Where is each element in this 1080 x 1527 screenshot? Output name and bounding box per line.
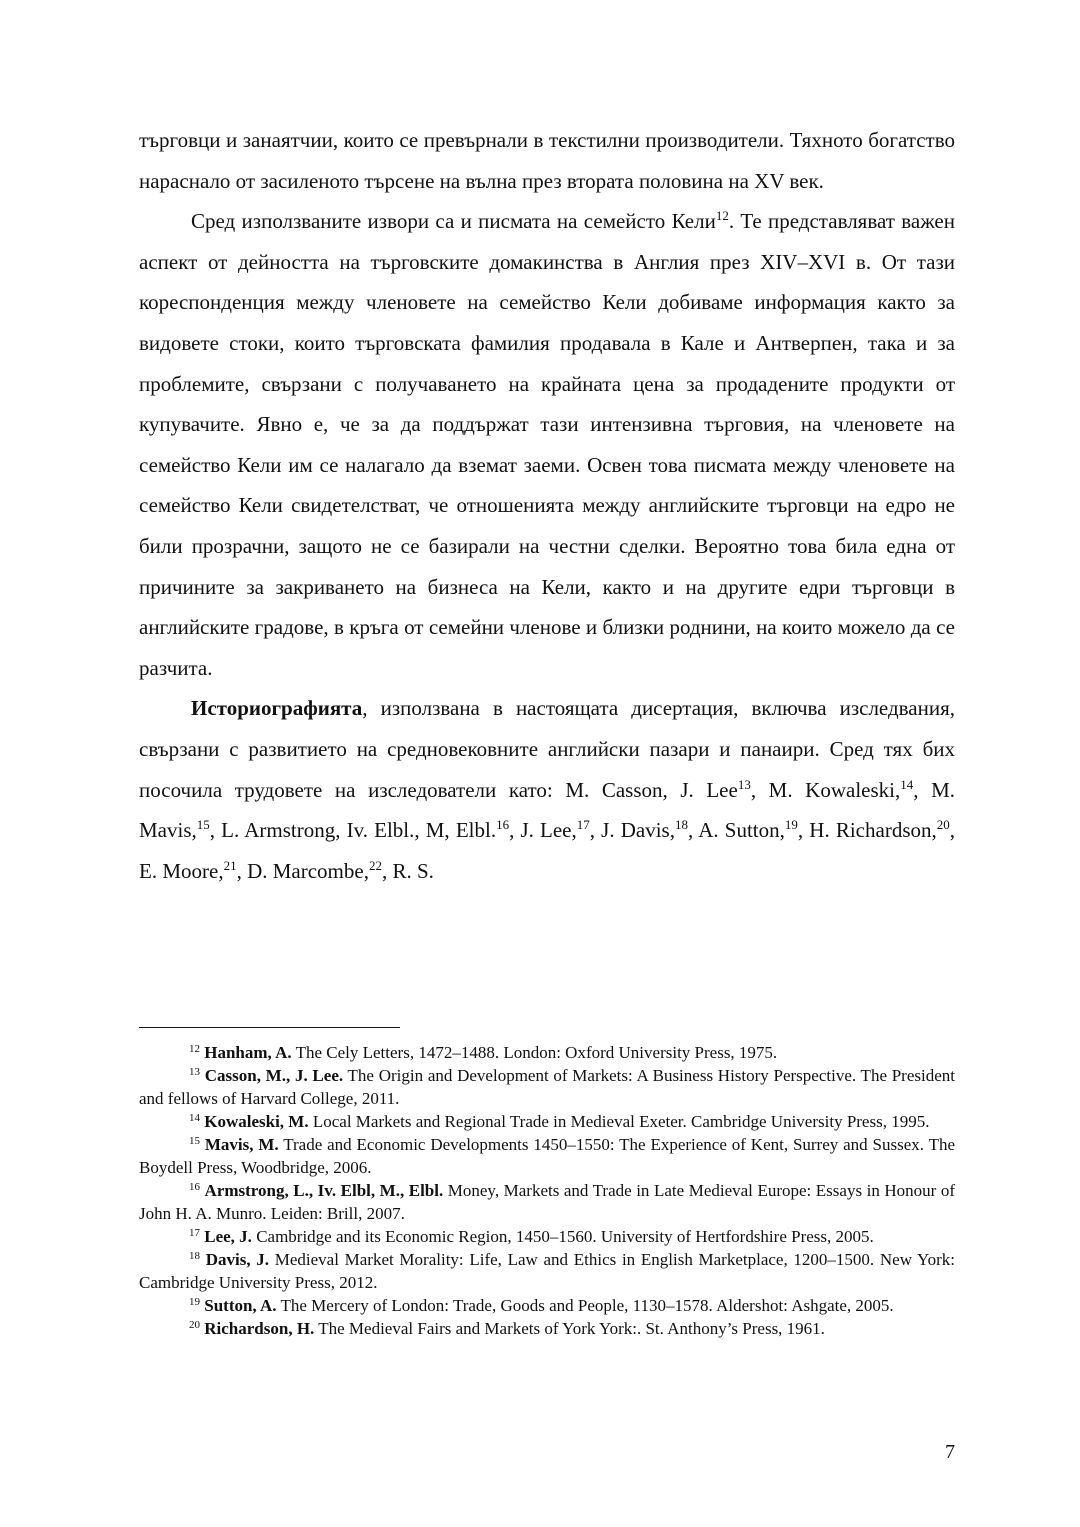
footnote-number: 19 bbox=[189, 1296, 200, 1308]
paragraph-3-seg-7: , A. Sutton, bbox=[687, 818, 785, 843]
footnote-number: 14 bbox=[189, 1112, 200, 1124]
footnote-text: Trade and Economic Developments 1450–1550: The Experience of Kent, Surrey and Sussex. The Boydell Press, Woodbridge, 2006. bbox=[139, 1135, 956, 1177]
paragraph-2-text-a: Сред използваните извори са и писмата на семейсто Кели bbox=[191, 209, 716, 234]
footnote-text: Cambridge and its Economic Region, 1450–1560. University of Hertfordshire Press, 2005. bbox=[251, 1227, 874, 1246]
footnote-number: 13 bbox=[189, 1066, 200, 1078]
footnote-number: 15 bbox=[189, 1135, 200, 1147]
footnote-author: Sutton, A. bbox=[204, 1296, 277, 1315]
footnote-number: 12 bbox=[189, 1043, 200, 1055]
footnote-18 bbox=[139, 1248, 955, 1294]
footnotes bbox=[139, 1041, 955, 1340]
footnote-16 bbox=[139, 1179, 955, 1225]
footnote-13 bbox=[139, 1064, 955, 1110]
paragraph-3-seg-2: , M. Kowaleski, bbox=[750, 777, 901, 802]
footnote-ref-19: 19 bbox=[784, 817, 798, 833]
footnote-number: 18 bbox=[189, 1250, 200, 1262]
footnote-ref-12: 12 bbox=[715, 208, 729, 224]
footnote-ref-17: 17 bbox=[576, 817, 590, 833]
footnote-ref-13: 13 bbox=[737, 776, 751, 792]
footnote-author: Armstrong, L., Iv. Elbl, M., Elbl. bbox=[204, 1181, 444, 1200]
footnote-text: The Medieval Fairs and Markets of York York:. St. Anthony’s Press, 1961. bbox=[314, 1319, 825, 1338]
footnote-text: The Origin and Development of Markets: A Business History Perspective. The President and fellows of Harvard College, 2011. bbox=[139, 1066, 955, 1108]
paragraph-3-seg-8: , H. Richardson, bbox=[797, 818, 937, 843]
footnote-text: The Cely Letters, 1472–1488. London: Oxford University Press, 1975. bbox=[291, 1043, 778, 1062]
footnote-ref-16: 16 bbox=[496, 817, 510, 833]
footnote-author: Richardson, H. bbox=[204, 1319, 315, 1338]
footnote-14 bbox=[139, 1110, 955, 1133]
footnote-text: Medieval Market Morality: Life, Law and Ethics in English Marketplace, 1200–1500. New York: Cambridge University Press, 2012. bbox=[139, 1250, 956, 1292]
paragraph-3-seg-1: , използвана в настоящата дисертация, включва изследвания, свързани с развитието на средновековните английски пазари и панаири. Сред тях бих посочила трудовете на изследователи като: M. Casson, J. Lee bbox=[139, 696, 955, 802]
footnote-author: Lee, J. bbox=[204, 1227, 252, 1246]
footnote-author: Hanham, A. bbox=[204, 1043, 292, 1062]
footnote-separator bbox=[139, 1027, 400, 1028]
paragraph-2 bbox=[139, 201, 955, 688]
paragraph-3-seg-4: , L. Armstrong, Iv. Elbl., M, Elbl. bbox=[209, 818, 497, 843]
page-number: 7 bbox=[945, 1441, 955, 1463]
paragraph-3-seg-3: , M. Mavis, bbox=[139, 777, 955, 843]
footnote-number: 20 bbox=[189, 1319, 200, 1331]
footnote-text: Money, Markets and Trade in Late Medieval Europe: Essays in Honour of John H. A. Munro. Leiden: Brill, 2007. bbox=[139, 1181, 956, 1223]
paragraph-3-seg-6: , J. Davis, bbox=[589, 818, 675, 843]
footnote-17 bbox=[139, 1225, 955, 1248]
footnote-number: 17 bbox=[189, 1227, 200, 1239]
paragraph-3-seg-11: , R. S. bbox=[381, 858, 434, 883]
footnote-19 bbox=[139, 1294, 955, 1317]
footnote-ref-18: 18 bbox=[674, 817, 688, 833]
paragraph-2-text-b: . Те представляват важен аспект от дейността на търговските домакинства в Англия през XIV–XVI в. От тази кореспонденция между членовете на семейство Кели добиваме информация както за видовете стоки, които търговската фамилия продавала в Кале и Антверпен, така и за проблемите, свързани с получаването на крайната цена за продадените продукти от купувачите. Явно е, че за да поддържат тази интензивна търговия, на членовете на семейство Кели им се налагало да вземат заеми. Освен това писмата между членовете на семейство Кели свидетелстват, че отношенията между английските търговци на едро не били прозрачни, защото не се базирали на честни сделки. Вероятно това била една от причините за закриването на бизнеса на Кели, както и на другите едри търговци в английските градове, в кръга от семейни членове и близки роднини, на които можело да се разчита. bbox=[139, 209, 955, 680]
footnote-ref-14: 14 bbox=[900, 776, 914, 792]
paragraph-3-seg-10: , D. Marcombe, bbox=[236, 858, 369, 883]
footnote-ref-21: 21 bbox=[223, 857, 237, 873]
paragraph-3-seg-9: , E. Moore, bbox=[139, 818, 955, 883]
footnote-number: 16 bbox=[189, 1181, 200, 1193]
footnote-author: Kowaleski, M. bbox=[204, 1112, 309, 1131]
footnote-20 bbox=[139, 1317, 955, 1340]
paragraph-3 bbox=[139, 688, 955, 891]
historiography-term: Историографията bbox=[191, 696, 363, 721]
paragraph-1: търговци и занаятчии, които се превърнали в текстилни производители. Тяхното богатство нараснало от засиленото търсене на вълна през втората половина на XV век. bbox=[139, 128, 955, 193]
paragraph-3-seg-5: , J. Lee, bbox=[509, 818, 577, 843]
footnote-text: The Mercery of London: Trade, Goods and People, 1130–1578. Aldershot: Ashgate, 2005. bbox=[276, 1296, 894, 1315]
footnote-12 bbox=[139, 1041, 955, 1064]
footnote-ref-15: 15 bbox=[196, 817, 210, 833]
body-text bbox=[139, 120, 955, 891]
footnote-15 bbox=[139, 1133, 955, 1179]
footnote-ref-22: 22 bbox=[368, 857, 382, 873]
footnote-author: Davis, J. bbox=[205, 1250, 270, 1269]
footnote-author: Mavis, M. bbox=[204, 1135, 279, 1154]
footnote-ref-20: 20 bbox=[936, 817, 950, 833]
footnote-author: Casson, M., J. Lee. bbox=[204, 1066, 344, 1085]
footnote-text: Local Markets and Regional Trade in Medieval Exeter. Cambridge University Press, 1995. bbox=[308, 1112, 930, 1131]
